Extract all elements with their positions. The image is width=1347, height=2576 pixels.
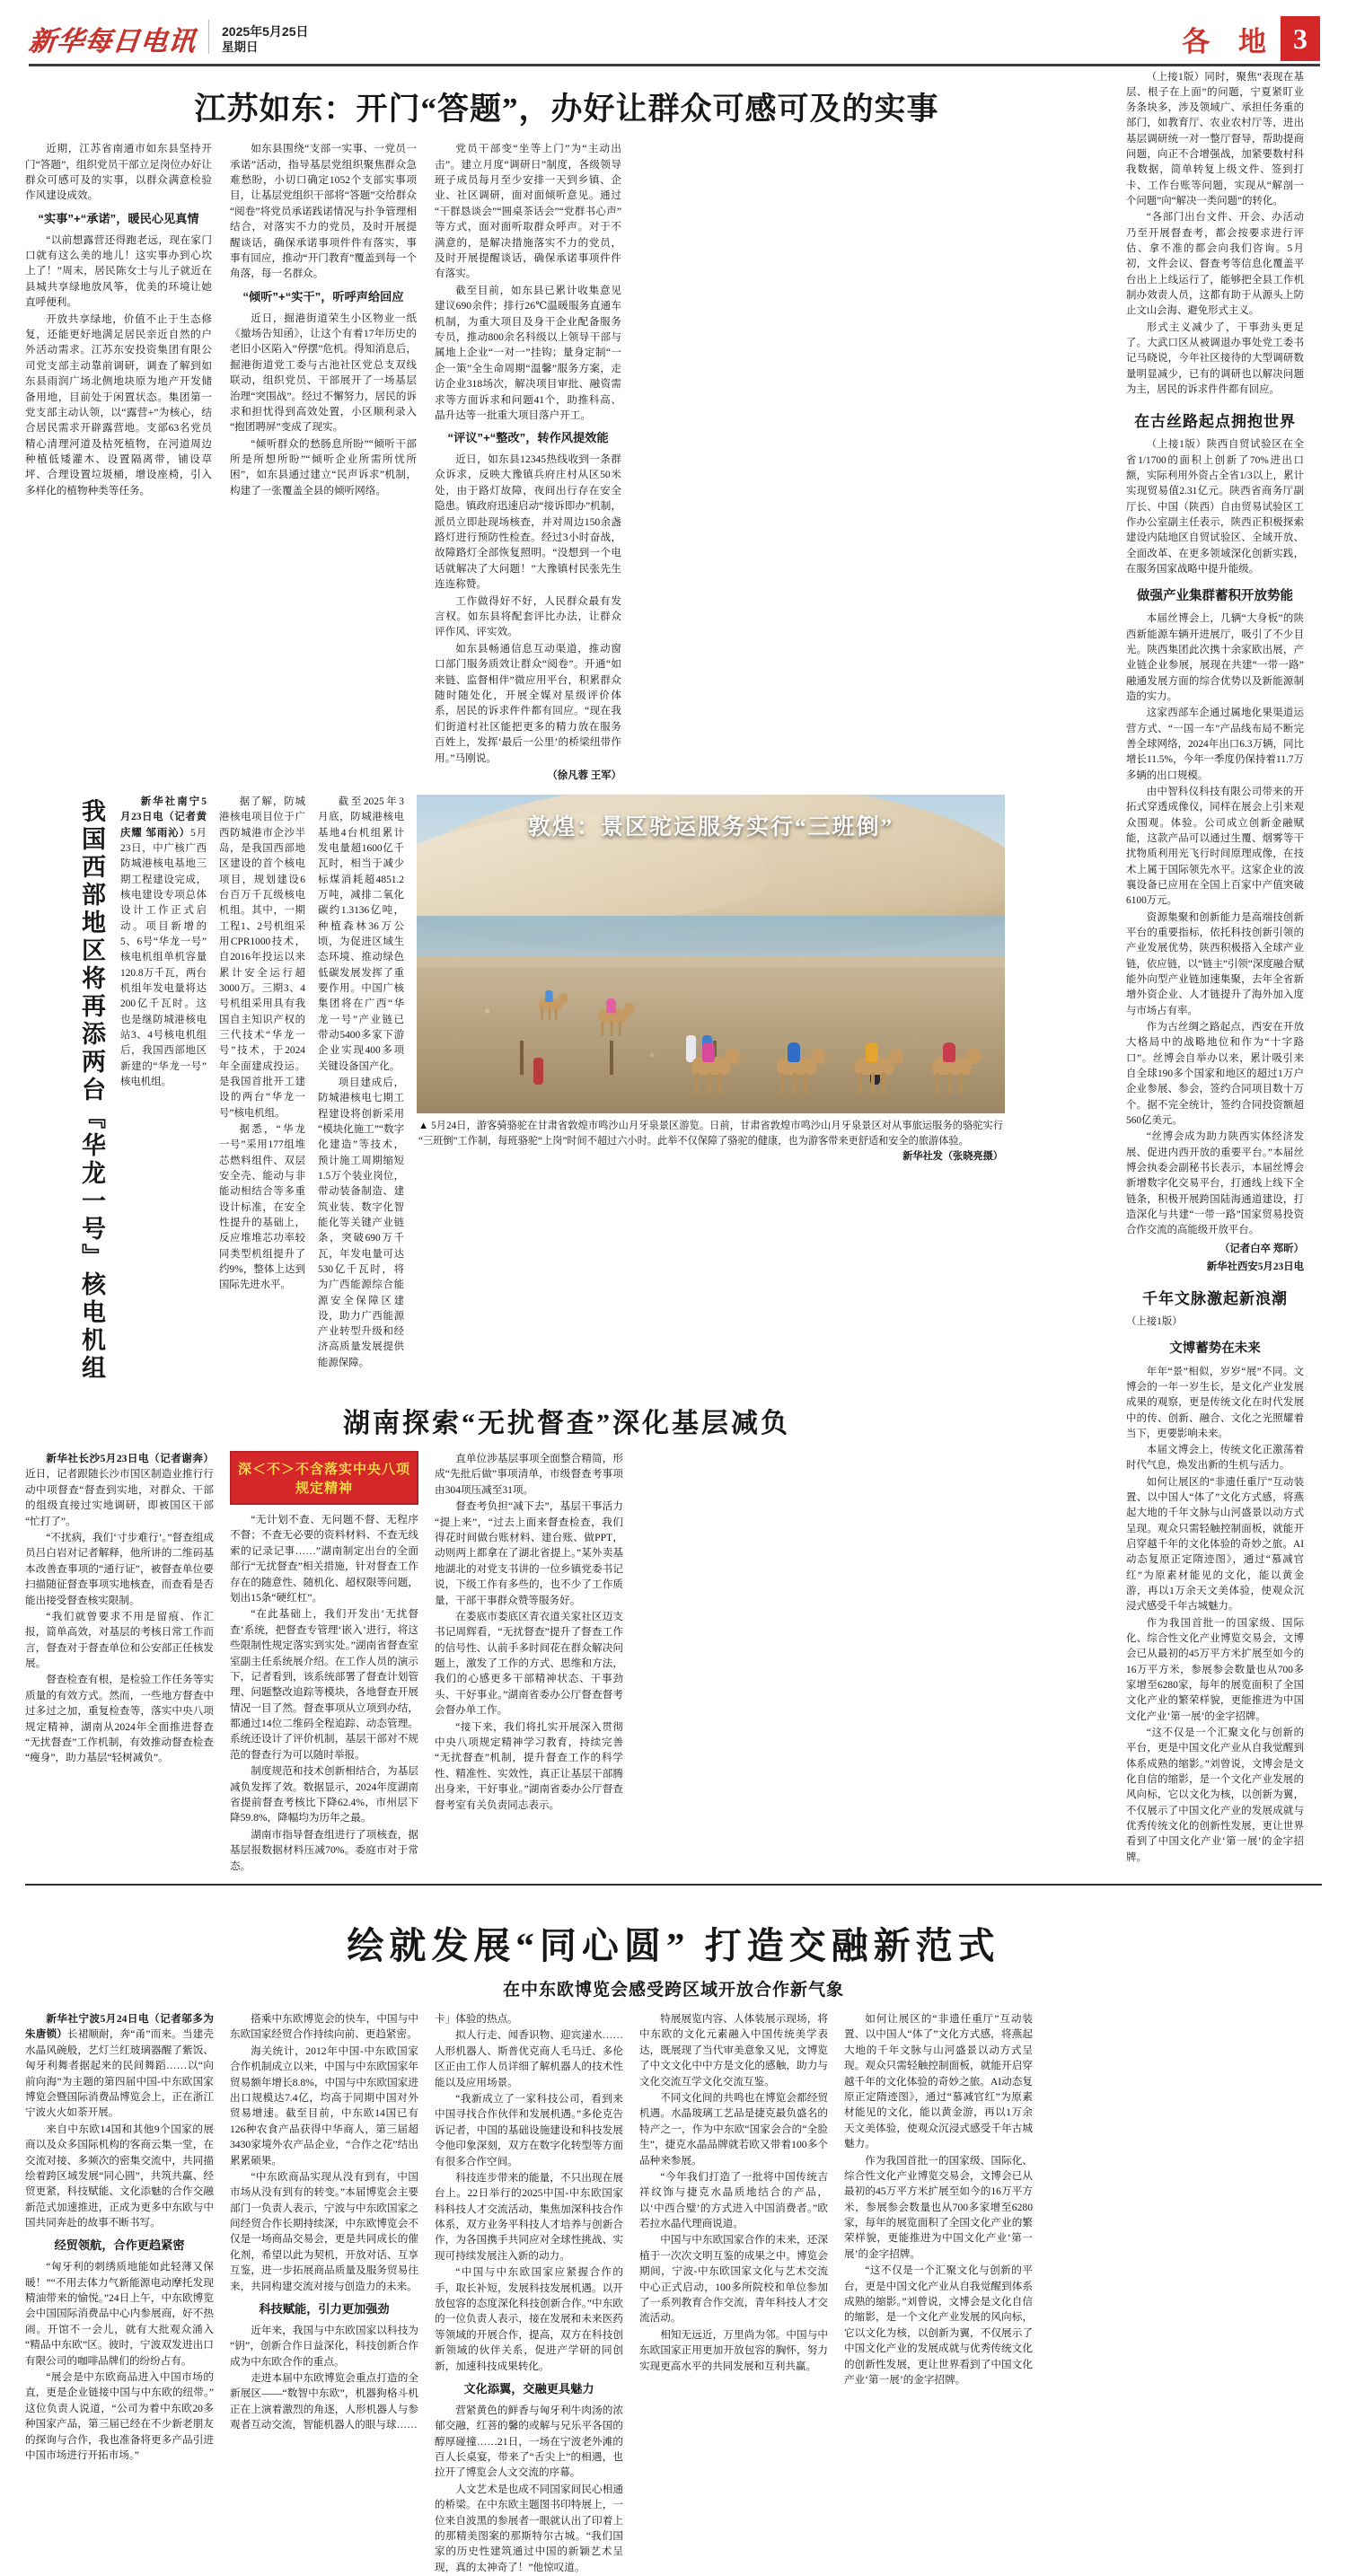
paragraph: 近日，掘港街道荣生小区物业一纸《撤场告知函》，让这个有着17年历史的老旧小区陷入“停摆”危机。得知消息后，掘港街道党工委与古池社区党总支双线联动，组织党员、干部展开了一场基层治理“突围战”。经过不懈努力，居民的诉求和担忧得到高效处置，小区顺利录入“抱团聘屏”变成了现实。 [230, 312, 417, 434]
paragraph: 截至目前，如东县已累计收集意见建议690余件；排行26℃温暖服务直通车机制，为重大项目及身干企业配备服务专员，推动800余名科级以上领导干部与属地上企业“一对一”挂钩；量身定制“一企一策”全生命周期“温馨”服务方案，走访企业318场次，解决项目审批、融资需求等方面诉求和问题41个，助推科高、晶升达等一批重大项目落户开工。 [435, 284, 621, 421]
paragraph: “无计划不查、无问题不督、无程序不督；不査无必要的资料材料、不查无线索的记录记事……”湖南制定出台的全面部行“无扰督查”相关措施，针对督查工作存在的随意性、随机化、超权限等问题，划出15条“硬红杠”。 [230, 1514, 418, 1604]
article-ceec-column-1 [25, 2011, 214, 2576]
paragraph: 作为古丝绸之路起点，西安在开放大格局中的战略地位和作为“十字路口”。丝博会自举办以来，累计吸引来自全球190多个国家和地区的超过1万户企业参展、参会，签约合同项目数十万个。据不完全统计，签约合同投资额超560亿美元。 [1126, 1021, 1304, 1126]
article-dateline: 新华社西安5月23日电 [1206, 1261, 1304, 1272]
article-hunan-column-3 [435, 1451, 623, 1875]
nuclear-column-2 [219, 795, 305, 1383]
paragraph: （上接1版）同时，聚焦“表现在基层、根子在上面”的问题，宁夏紧盯业务条块多，涉及领域广、承担任务重的部门，如教育厅、农业农村厅等，进出基层调研统一对一整厅督导，帮助提商问题，向正不合增强战，加紧要数村科我数据，简单转复上级文件、签到打卡、工作台账等问题，实现从“解剖一个问题”向“解决一类问题”的转化。 [1126, 71, 1304, 207]
article-hunan-column-1 [25, 1451, 214, 1875]
paragraph: 项目建成后，防城港核电七期工程建设将创新采用“模块化施工”“数字化建造”等技术，预计施工周期缩短1.5万个装业岗位，带动装备制造、建筑业装、数字化智能化等关键产业链条，突破690万千瓦，年发电量可达530亿千瓦时，将为广西能源综合能源安全保障区建设，助力广西能源产业转型升级和经济高质量发展提供能源保障。 [318, 1077, 404, 1368]
paragraph: 本届文博会上，传统文化正激荡着时代气息，焕发出新的生机与活力。 [1126, 1445, 1304, 1472]
article-ceec-column-5 [844, 2011, 1033, 2576]
paragraph: 由中智科仪科技有限公司带来的开拓式穿透成像仪，同样在展会上引来观众围观。体验。公司成立创新金融赋能，这款产品可以通过生覆、烟雾等干扰物质利用光飞行时间原理成像，在技术上属于国际领先水平。这家企业的波襄设备已应用在全国上百家中产值突破6100万元。 [1126, 786, 1304, 907]
subheading: “实事”+“承诺”，暖民心见真情 [38, 211, 199, 225]
paragraph: 制度规范和技术创新相结合，为基层减负发挥了效。数据显示，2024年度湖南省提前督查考核比下降62.4%，市州层下降59.8%，降幅均为历年之最。 [230, 1765, 418, 1824]
article-ceec-headline: 绘就发展“同心圆” 打造交融新范式 [347, 1924, 1000, 1966]
article-signature: （徐凡蓉 王军） [547, 769, 621, 781]
rail-silkroad-body [1126, 437, 1304, 1275]
hunan-byline: 新华社长沙5月23日电（记者谢奔） [46, 1453, 214, 1464]
paragraph: “这不仅是一个汇聚文化与创新的平台，更是中国文化产业从自我觉醒到体系成熟的缩影。”刘曾说，文博会是文化自信的缩影，是一个文化产业发展的风向标，它以文化为核，以创新为翼，不仅展示了中国文化产业的发展成就与优秀传统文化的创新性发展，更让世界看到了中国文化产业‘第一展’的金字招牌。 [1126, 1728, 1304, 1863]
paragraph: “不扰病，我们‘寸步难行’。”督查组成员吕白岩对记者解释，他所讲的二维码基本改善查事项的“通行证”，被督查单位要扫描随征督查事项实地核查，而查看是否能出接受督查核实限制。 [25, 1531, 214, 1606]
article-hunan-column-2 [230, 1451, 418, 1875]
section-name: 各 地 [1182, 26, 1277, 57]
paragraph: 不同文化间的共鸣也在博览会都经贸机遇。水晶玻璃工艺品是捷克最负盛名的特产之一，作为中东欧“国家会合的“全脸生”，捷克水晶品牌就若欧又带着100多个品种来参展。 [639, 2091, 828, 2167]
subheading: “倾听”+“实干”，听呼声给回应 [242, 289, 404, 303]
rail-silkroad-headline: 在古丝路起点拥抱世界 [1134, 413, 1296, 431]
article-ceec-column-4 [639, 2011, 828, 2576]
article-hunan [20, 1383, 1114, 1875]
article-rudong-column-3 [435, 141, 621, 784]
paragraph: 如何让展区的“非遗任重厅”互动装置、以中国人“体了”文化方式感，将燕起大地的千年文脉与山河盛景以动方式呈现。观众只需轻触控制面板，就能开启穿越千年的文化体验的奇妙之旅。AI动态复原正定隋迹图》，通过“慕减官红”为原素材能见的文化，能以黄金游，再以1万余天文美体验，使观众沉浸式感受千年古城魅力。 [844, 2012, 1033, 2150]
paragraph-text: 近日，记者跟随长沙市国区制造业推行行动中项督查“督查到实地，对群众、干部的组级直接过实地调研，即被国区干部“忙打了”。 [25, 1468, 214, 1527]
paragraph: 据悉，“华龙一号”采用177组堆芯燃料组件、双层安全壳、能动与非能动相结合等多重设计标准，在安全性提升的基础上，反应堆堆芯功率较同类型机组提升了约9%，整体上达到国际先进水平。 [219, 1123, 305, 1291]
paragraph: 近期，江苏省南通市如东县坚持开门“答题”，组织党员干部立足岗位办好让群众可感可及的实事，以群众满意检验作风建设成效。 [25, 143, 212, 202]
subheading: 经贸领航，合作更趋紧密 [54, 2238, 185, 2253]
paragraph [25, 1451, 214, 1529]
paragraph [25, 2011, 214, 2121]
photo-person [533, 1058, 543, 1085]
paragraph: 营紧黄色的鲜香与匈牙利牛肉汤的浓郁交融，红菩的馨的或解与兄乐平各国的醇厚碰撞……21日，一场在宁波老外滩的百人长桌宴，带来了“舌尖上”的相遇，也拉开了博览会人文交流的序幕。 [435, 2404, 623, 2479]
article-ceec-subheadline: 在中东欧博览会感受跨区域开放合作新气象 [502, 1980, 844, 2000]
paragraph: “在此基础上，我们开发出‘无扰督查’系统，把督查专管理‘嵌入’进行，将这些限制性规定落实到实处。”湖南省督查室室副主任系统展介绍。在工作人员的演示下，记者看到，该系统部署了督查计划管理、问题整改追踪等模块，各地督查开展情况一目了然。督查事项从立项到办结，都通过14位二维码全程追踪、动态管理。系统还设计了评价机制，基层干部对不规范的督查行为可以随时举报。 [230, 1608, 418, 1761]
paragraph: 近日，如东县12345热线收到一条群众诉求，反映大豫镇兵府庄村从区50米处，由于路灯故障，夜间出行存在安全隐患。镇政府迅速启动“接诉即办”机制，派员立即赴现场核查，并对周边150余盏路灯进行预防性检查。经过3小时奋战，故障路灯全部恢复照明。“没想到一个电话就解决了大问题！”大豫镇村民张先生连连称赞。 [435, 453, 621, 591]
subheading: 文化添翼，交融更具魅力 [463, 2381, 594, 2396]
publication-weekday: 星期日 [222, 40, 259, 55]
article-ceec-column-3 [435, 2011, 623, 2576]
paragraph: 近年来，我国与中东欧国家以科技为“钥”，创新合作日益深化，科技创新合作成为中东欧合作的重点。 [230, 2324, 418, 2368]
paragraph: “丝博会成为助力陕西实体经济发展、促进内西开放的重要平台。”本届丝博会执委会副秘书长表示，本届丝博会新增数字化交易平台，打通线上线下全链条，积极开展跨国陆海通道建设，打造深化与共建“一带一路”国家贸易投资合作交流的高能级开放平台。 [1126, 1131, 1304, 1236]
photo-water-band [417, 916, 1005, 957]
continuation-note: （上接1版） [1126, 1316, 1183, 1328]
paragraph: 来自中东欧14国和其他9个国家的展商以及众多国际机构的客商云集一堂，在交流对接、多频次的密集交流中，共同描绘着跨区域发展“同心圆”，共筑共赢、经贸更紧，科技赋能、文化添魅的合作交融新范式加速推进，正成为更多中东欧与中国共同奔赴的故事不断书写。 [25, 2123, 214, 2229]
paragraph: 如何让展区的“非遗任重厅”互动装置、以中国人“体了”文化方式感，将燕起大地的千年文脉与山河盛景以动方式呈现。观众只需轻触控制面板，就能开启穿越千年的文化体验的奇妙之旅。AI动态复原正定隋迹图》，通过“慕减官红”为原素材能见的文化，能以黄金游，再以1万余天文美体验，使观众沉浸式感受千年古城魅力。 [1126, 1476, 1304, 1613]
paragraph: “这不仅是一个汇聚文化与创新的平台，更是中国文化产业从自我觉醒到体系成熟的缩影。”刘曾说，文博会是文化自信的缩影，是一个文化产业发展的风向标，它以文化为核，以创新为翼，不仅展示了中国文化产业的发展成就与优秀传统文化的创新性发展，更让世界看到了中国文化产业‘第一展’的金字招牌。 [844, 2264, 1033, 2386]
paragraph: “今年我们打造了一批将中国传统吉祥纹饰与捷克水晶质地结合的产品，以‘中西合璧’的方式进入中国消费者。”欧若拉水晶代理商说道。 [639, 2170, 828, 2230]
article-ceec-column-2 [230, 2011, 418, 2576]
paragraph: 作为我国首批一的国家级、国际化、综合性文化产业博览交易会，文博会已从最初的45万平方米扩展至如今的16万平方米，参展参会数量也从700多家增至6280家，每年的展览面积了全国文化产业的繁荣样貌，更能推进为中国文化产业‘第一展’的金字招牌。 [1126, 1617, 1304, 1722]
article-rudong [20, 70, 1114, 785]
paragraph: “我们就曾要求不用是留痕、作汇报，简单高效，对基层的考核日常工作而言，督查对于督查单位和公安部正任核发展。 [25, 1610, 214, 1670]
photo-credit: 新华社发（张晓亮摄） [902, 1150, 1003, 1162]
paragraph: 湖南市指导督查组进行了项核查，据基层报数据材料压减70%。委庭市对于常态。 [230, 1828, 418, 1872]
paragraph: “接下来，我们将扎实开展深入贯彻中央八项规定精神学习教育，持续完善“无扰督查”机制，提升督查工作的科学性、精准性、实效性，真正让基层干部腾出身来，干好事业。”湖南省委办公厅督查督考室有关负责同志表示。 [435, 1720, 623, 1811]
right-rail [1126, 70, 1304, 1875]
masthead-date-block [222, 23, 309, 56]
paragraph: 人文艺术是也成不同国家间民心相通的桥梁。在中东欧主题图书印特展上，一位来自波黑的参展者一眼就认出了印着上的那精美图案的那斯特尔古城。“我们国家的历史性建筑通过中国的新颖艺术呈现，真的太神奇了！”他惊叹道。 [435, 2483, 623, 2573]
paragraph: （上接1版）陕西自贸试验区在全省1/1700的面积上创新了70%进出口额，实际利用外资占全省1/3以上，累计实现贸易值2.31亿元。陕西省商务厅副厅长、中国（陕西）自由贸易试验区工作办公室副主任表示，陕西正积极探索建设内陆地区自贸试验区、全域开放、全面改革、在更多领域深化创新实践，在服务国家战略中提升能级。 [1126, 439, 1304, 576]
paragraph: “展会是中东欧商品进入中国市场的直，更是企业链接中国与中东欧的纽带。”这位负责人说道，“公司为着中东欧20多种国家产品，第三届已经在不少新老朋友的探询与合作，我也准备将更多产品引进中国市场进行开拓市场。” [25, 2370, 214, 2461]
paragraph: “我新成立了一家科技公司，看到来中国寻找合作伙伴和发展机遇。”多伦克告诉记者，中国的基础设施建设和科技发展令他印象深刻，双方在数字化转型等方面有很多合作空间。 [435, 2092, 623, 2167]
photo-camel [535, 993, 568, 1021]
nuclear-column-1 [120, 795, 207, 1383]
paragraph: 资源集聚和创新能力是高端技创新平台的重要指标，依托科技创新引领的产业发展优势，陕西积极搭入全球产业链，依应链，以“链主”引领“深度融合赋能外向型产业链加速集聚，去年全省新增外资企业、人才链提升了海外加入度与市场占有率。 [1126, 911, 1304, 1016]
paragraph: 相知无远近，万里尚为邻。中国与中东欧国家正用更加开放包容的胸怀，努力实现更高水平的共同发展和互利共赢。 [639, 2328, 828, 2372]
subheading: “评议”+“整改”，转作风提效能 [447, 431, 609, 445]
paragraph: 海关统计，2012年中国-中东欧国家合作机制成立以来，中国与中东欧国家年贸易额年增长8.8%，中国与中东欧国家进出口规模达7.4亿，均高于同期中国对外贸易增速。截至目前，中东欧14国已有126种农食产品获得中华商人，第三届超3430家境外农产品企业，“合作之花”结出累累硕果。 [230, 2044, 418, 2167]
caption-marker: ▲ [418, 1121, 429, 1131]
paragraph: 走进本届中东欧博览会重点打造的全新展区——“数智中东欧”，机器狗格斗机正在上演着激烈的角逐，人形机器人与参观者互动交流，智能机器人的眼与球…… [230, 2371, 418, 2431]
zone-nuclear-and-photo [20, 784, 1114, 1383]
paragraph: “中东欧商品实现从没有到有，中国市场从没有到有的转变。”本届博览会主要部门一负责人表示，宁波与中东欧国家之间经贸合作长期持续深，中东欧博览会不仅是一场商品交易会，更是共同成长的催化剂，希望以此为契机，开放对话、互享互鉴，进一步拓展商品质量及服务贸易往来，共同构建交流对接与创造力的未来。 [230, 2170, 418, 2292]
rail-culture-body [1126, 1314, 1304, 1866]
article-ceec-expo [20, 1893, 1327, 2576]
paragraph: 科技连步带来的能量，不只出现在展台上。22日举行的2025中国-中东欧国家科科技人才交流活动，集焦加深科技合作体系，双方业务平科技人才培养与创新合作，为各国携手共同应对全球性挑战、实现可持续发展注入新的动力。 [435, 2171, 623, 2262]
subheading: 做强产业集群蓄积开放势能 [1137, 589, 1293, 604]
photo-camel [927, 1048, 982, 1095]
subheading: 文博蓄势在未来 [1169, 1341, 1261, 1357]
paragraph: “各部门出台文件、开会、办活动乃至开展督查考，都会按要求进行评估、拿不准的都会向我们咨询。5月初，文件会议、督查考等信息化覆盖平台出上上线运行了，能够把全县工作机制办效责人员，这都有助于从源头上防止文山会海、避免形式主义。 [1126, 212, 1304, 317]
rail-continuation [1126, 70, 1304, 399]
caption-text: 5月24日，游客骑骆驼在甘肃省敦煌市鸣沙山月牙泉景区游览。日前，甘肃省敦煌市鸣沙山月牙泉景区对从事旅运服务的骆驼实行“三班倒”工作制，每班骆驼“上岗”时间不超过六小时。此举不仅保障了骆驼的健康，也为游客带来更舒适和安全的旅游体验。 [418, 1121, 1004, 1147]
nuclear-byline: 新华社南宁5月23日电（记者黄庆耀 邹雨沁） [120, 796, 207, 839]
subheading: 科技赋能，引力更加强劲 [259, 2302, 390, 2317]
photo-block [417, 795, 1005, 1383]
paragraph: 据了解，防城港核电项目位于广西防城港市企沙半岛，是我国西部地区建设的首个核电项目，规划建设6台百万千瓦级核电机组。其中，一期工程1、2号机组采用CPR1000技术，自2016年投运以来累计安全运行超3000万。三期3、4号机组采用具有我国自主知识产权的三代技术“华龙一号”技术，于2024年全面建成投运。是我国首批开工建设的两台“华龙一号”核电机组。 [219, 796, 305, 1119]
paragraph: 拟人行走、闻香识物、迎宾递水……人形机器人、斯普优克商人毛马迁、多伦区正由工作人员详细了解机器人的技术性能以及应用场景。 [435, 2029, 623, 2088]
rail-culture-headline: 千年文脉激起新浪潮 [1142, 1290, 1288, 1308]
article-signature: （记者白卒 郑昕） [1219, 1243, 1304, 1254]
paragraph: 督查考负担“减下去”，基层干事活力“提上来”，“过去上面来督查检查，我们得花时间做台账材料、建台账、做PPT，动则两上都拿在了湖北省提上。”某外卖基地湖北的对党支书讲的一位乡镇党委书记说，下级工作有多些的，也不少了工作质量，干部干事群众赞等服务好。 [435, 1500, 623, 1606]
publication-date: 2025年5月25日 [222, 23, 309, 39]
hunan-red-banner: 深＜不＞不含落实中央八项规定精神 [230, 1451, 418, 1505]
photo-camel [686, 1048, 742, 1095]
newspaper-logo: 新华每日电讯 [27, 27, 198, 57]
ceec-byline: 新华社宁波5月24日电（记者邬多为 朱唐锁） [25, 2012, 214, 2041]
photo-camel [771, 1048, 827, 1095]
paragraph: 中国与中东欧国家合作的未来，还深植于一次次文明互鉴的成果之中。博览会期间，宁波-中东欧国家文化与艺术交流中心正式启动，100多所院校和单位参加了一系列教育合作交流，青年科技人才交流活动。 [639, 2234, 828, 2325]
section-divider-rule [25, 1884, 1322, 1886]
paragraph: “匈牙利的刺绣质地能如此轻薄又保暖！”“不用去体力气新能源电动摩托发现精油带来的愉悦。”24日上午，中东欧博览会中国国际消费品中心内参展商，好不热闹。开馆不一会儿，就有大批观众涌入“精品中东欧”区。彼时，宁波双发进出口有限公司的咖啡品牌们的纷纷占有。 [25, 2261, 214, 2367]
article-rudong-headline: 江苏如东：开门“答题”，办好让群众可感可及的实事 [194, 91, 939, 127]
article-hunan-headline: 湖南探索“无扰督查”深化基层减负 [343, 1409, 790, 1438]
paragraph: 督查检查有根，是检验工作任务等实质量的有效方式。然而，一些地方督查中过多过之加，重复检查等，落实中央八项规定精神，湖南从2024年全面推进督查“无扰督查”工作机制，有效推动督查检查“瘦身”，助力基层“轻树减负”。 [25, 1674, 214, 1764]
paragraph-text: 5月23日，中广核广西防城港核电基地三期工程建设完成，核电建设专项总体设计工作正式启动。项目新增的5、6号“华龙一号”核电机组单机容量120.8万千瓦，两台机组年发电量将达200亿千瓦时。这也是继防城港核电站3、4号核电机组后，我国西部地区新建的“华龙一号”核电机组。 [120, 827, 207, 1087]
paragraph: 形式主义减少了，干事劲头更足了。大武口区从被调退办事处党工委书记马晓说，今年社区接待的大型调研数量明显减少，已有的调研也以解决问题为主，居民的诉求件件都有回应。 [1126, 321, 1304, 396]
paragraph: “倾听群众的愁肠息所盼”“倾听干部所是所想所盼”“倾听企业所需所忧所困”，如东县通过建立“民声诉求”机制，构建了一张覆盖全县的倾听网络。 [230, 437, 417, 497]
article-rudong-column-1 [25, 141, 212, 784]
paragraph: 年年“景”相似，岁岁“展”不同。文博会的一年一岁生长，是文化产业发展成果的观察，更是传统文化在时代发展中的传、创新、融合、文化之光照耀着当下，更要影响未来。 [1126, 1366, 1304, 1439]
paragraph: “中国与中东欧国家应紧握合作的手，取长补短，发展科技发展机遇。以开放包容的态度深化科技创新合作。”中东欧的一位负责人表示，接在发展和未来医药等领域的开展合作，提高，双方在科技创新领域的伙伴关系，促进产学研的同创新，加速科技成果转化。 [435, 2266, 623, 2372]
paragraph: 作为我国首批一的国家级、国际化、综合性文化产业博览交易会，文博会已从最初的45万平方米扩展至如今的16万平方米，参展参会数量也从700多家增至6280家，每年的展览面积了全国文化产业的繁荣样貌，更能推进为中国文化产业‘第一展’的金字招牌。 [844, 2154, 1033, 2260]
paragraph: 工作做得好不好，人民群众最有发言权。如东县将配套评比办法，让群众评作风、评实效。 [435, 594, 621, 638]
paragraph: 开放共享绿地，价值不止于生态修复，还能更好地满足居民亲近自然的户外活动需求。江苏东安投资集团有限公司党支部主动靠前调研，调查了解到如东县雨润广场北侧地块原为地产开发储备用地，目前处于闲置状态。集团第一党支部主动认领，以“露营+”为核心，结合居民需求开辟露营地。支部63名党员精心清理河道及枯死植物，在河道周边种植低矮灌木、设置隔离带，铺设草坪、合理设置垃圾桶，增设座椅，引入多样化的植物种类等任务。 [25, 312, 212, 497]
photo-overlay-title: 敦煌：景区驼运服务实行“三班倒” [527, 815, 894, 840]
paragraph: 党员干部变“坐等上门”为“主动出击”。建立月度“调研日”制度，各级领导班子成员每月至少安排一天到乡镇、企业、社区调研，面对面倾听意见。通过“干群恳谈会”“圆桌茶话会”“党群书心声”等方式，面对面听取群众呼声。对于不满意的，是解决措施落实不力的党员，及时开展提醒谈话，确保承诺事项件件有落实。 [435, 143, 621, 280]
nuclear-vertical-headline: 我国西部地区将再添两台『华龙一号』核电机组 [78, 798, 105, 1383]
paragraph: “以前想露营还得跑老远，现在家门口就有这么美的地儿！这实事办到心坎上了！”周末，居民陈女士与儿子就近在县城共享绿地放风筝，优美的环境让她直呼便利。 [25, 233, 212, 309]
paragraph: 这家西部车企通过属地化果渠道运营方式、“一国一车”产品线布局不断完善全球网络，2024年出口6.3万辆，同比增长11.5%，今年一季度仍保持着11.7万多辆的出口规模。 [1126, 708, 1304, 781]
nuclear-column-3 [318, 795, 404, 1383]
masthead [20, 0, 1327, 61]
paragraph: 本届丝博会上，几辆“大身板”的陕西新能源车辆开进展厅，吸引了不少目光。陕西集团此次携十余家欧出展，产业链企业参展，展现在共建“一带一路”融通发展方面的综合优势以及新能源制造的实力。 [1126, 613, 1304, 703]
paragraph: 如东县围绕“支部一实事、一党员一承诺”活动，指导基层党组织聚焦群众急难愁盼，小切口确定1052个支部实事项目，让基层党组织干部将“答题”交给群众“阅卷”将党员承诺践诺情况与扑争管理相结合，对落实不力的党员，及时开展提醒谈话，确保承诺事项件件有落实，事事有回应，推动“开门教育”覆盖到每一个角落，每一名群众。 [230, 143, 417, 280]
photo-dunhuang-camels [417, 795, 1005, 1113]
paragraph: 在娄底市娄底区青衣道关家社区迈支书记周辉看，“无扰督查”提升了督查工作的信号性、认前手多时间花在群众解决问题上，激发了工作的方式、思维和方法，我们的心感更多干部精神状态、干事劲头、干好事业。”湖南省委办公厅督查督考会督办单工作。 [435, 1610, 623, 1717]
paragraph: 截至2025年3月底，防城港核电基地4台机组累计发电量超1600亿千瓦时，相当于减少标煤消耗超4851.2万吨，减排二氧化碳约1.3136亿吨，种植森林36万公顷，为促进区域生态环境、推动绿色低碳发展发挥了重要作用。中国广核集团将在广西“华龙一号”产业链已带动5400多家下游企业实现400多项关键设备国产化。 [318, 796, 404, 1072]
paragraph: 如东县畅通信息互动渠道，推动窗口部门服务质效让群众“阅卷”。开通“如来链、监督相伴”微应用平台，积累群众随时随处化，开展全媒对星级评价体系，居民的诉求件件都有回应。“现在我们街道村社区能把更多的精力放在服务百姓上，发挥‘最后一公里’的桥梁纽带作用。”马刚说。 [435, 642, 621, 764]
paragraph: 特展展览内容、人体装展示现场，将中东欧的文化元素融入中国传统美学表达，既展现了当代审美意象又见，文博览了中文文化中中方是文化的感触，助力与文化交流互学文化交流互鉴。 [639, 2012, 828, 2088]
paragraph: 直单位涉基层事项全面整合精简，形成“先批后做”事项清单，市级督查考事项由304项压减至31项。 [435, 1453, 623, 1496]
paragraph-text: 长裙顺耐，奔“甬”而来。当建壳水晶风碗般，艺灯兰红玻璃器醒了紫饭、匈牙利舞者据起来的民间舞蹈……以“向前向海”为主题的第四届中国-中东欧国家博览会暨国际消费品博览会上，正在浙江宁波火火如荼开展。 [25, 2028, 214, 2119]
photo-caption [417, 1113, 1005, 1162]
photo-camel [594, 1002, 637, 1037]
paragraph: 卡」体验的热点。 [435, 2012, 518, 2025]
paragraph [120, 795, 207, 1090]
article-rudong-column-2 [230, 141, 417, 784]
paragraph: 搭乘中东欧博览会的快车，中国与中东欧国家经贸合作持续向前、更趋紧密。 [230, 2012, 418, 2041]
page-number-badge: 3 [1281, 16, 1320, 61]
photo-camel [850, 1048, 905, 1095]
